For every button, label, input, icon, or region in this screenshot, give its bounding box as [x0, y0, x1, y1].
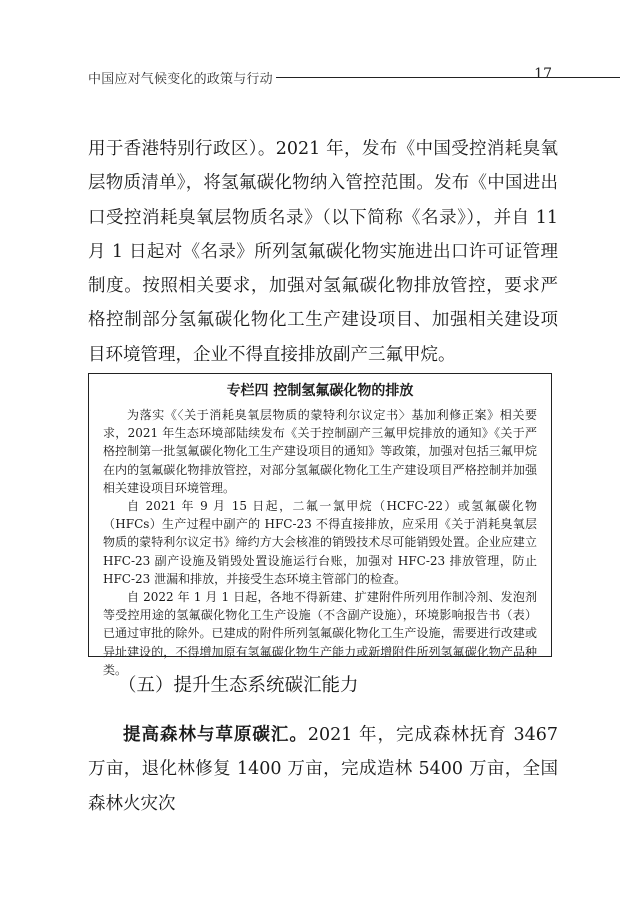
paragraph-text: 2021 年，完成森林抚育 3467 万亩，退化林修复 1400 万亩，完成造林 5400 万亩，全国森林火灾次: [88, 725, 559, 814]
box-paragraph: 为落实《〈关于消耗臭氧层物质的蒙特利尔议定书〉基加利修正案》相关要求，2021 年生态环境部陆续发布《关于控制副产三氟甲烷排放的通知》《关于严格控制第一批氢氟碳化物化工生产建设项目的通知》等政策，加强对包括三氟甲烷在内的氢氟碳化物排放管控，对部分氢氟碳化物化工生产建设项目严格控制并加强相关建设项目环境管理。: [103, 408, 537, 495]
body-paragraph-2: [88, 718, 558, 821]
running-header: [88, 66, 552, 90]
box-title: 专栏四 控制氢氟碳化物的排放: [226, 383, 414, 399]
header-rule: [276, 77, 620, 78]
body-paragraph-1: [88, 132, 558, 372]
box-paragraph: 自 2022 年 1 月 1 日起，各地不得新建、扩建附件所列用作制冷剂、发泡剂等受控用途的氢氟碳化物化工生产设施（不含副产设施），环境影响报告书（表）已通过审批的除外。已建成的附件所列氢氟碳化物化工生产设施，需要进行改建或异址建设的，不得增加原有氢氟碳化物生产能力或新增附件所列氢氟碳化物产品种类。: [103, 590, 537, 677]
sidebar-box: [88, 373, 552, 677]
running-header-title: 中国应对气候变化的政策与行动: [88, 72, 273, 87]
paragraph-lead: 提高森林与草原碳汇。: [123, 725, 308, 745]
page-number: 17: [534, 66, 552, 82]
box-paragraph: 自 2021 年 9 月 15 日起，二氟一氯甲烷（HCFC-22）或氢氟碳化物（HFCs）生产过程中副产的 HFC-23 不得直接排放，应采用《关于消耗臭氧层物质的蒙特利尔议定书》缔约方大会核准的销毁技术尽可能销毁处置。企业应建立 HFC-23 副产设施及销毁处置设施运行台账，加强对 HFC-23 排放管理，防止 HFC-23 泄漏和排放，并接受生态环境主管部门的检查。: [103, 499, 537, 586]
paragraph-text: 用于香港特别行政区）。2021 年，发布《中国受控消耗臭氧层物质清单》，将氢氟碳化物纳入管控范围。发布《中国进出口受控消耗臭氧层物质名录》（以下简称《名录》），并自 11 月 1 日起对《名录》所列氢氟碳化物实施进出口许可证管理制度。按照相关要求，加强对氢氟碳化物排放管控，要求严格控制部分氢氟碳化物化工生产建设项目、加强相关建设项目环境管理，企业不得直接排放副产三氟甲烷。: [88, 139, 558, 365]
section-heading: （五）提升生态系统碳汇能力: [118, 675, 359, 696]
